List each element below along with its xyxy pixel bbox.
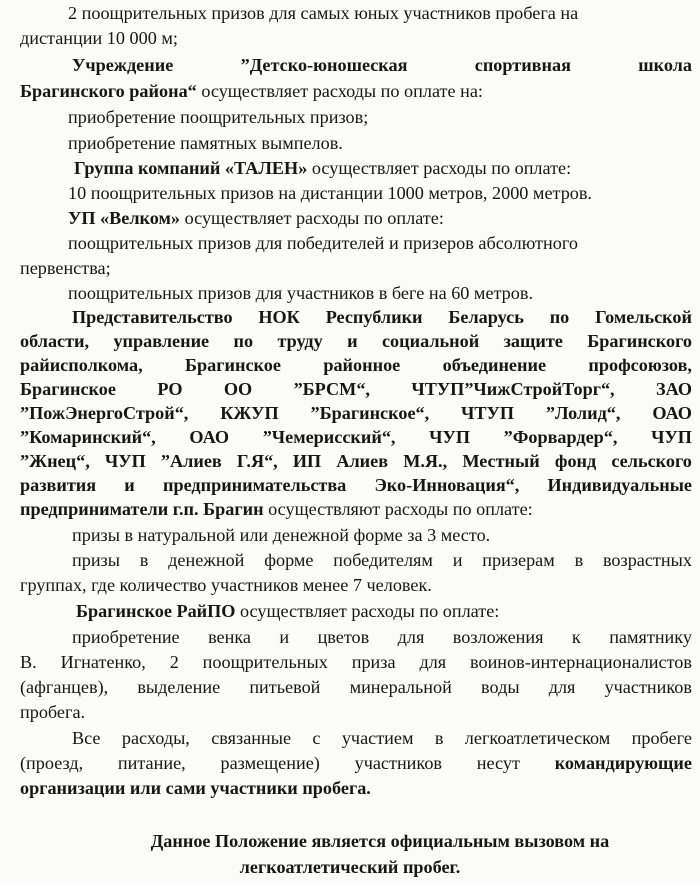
word: в [434, 728, 444, 748]
word: Брагинского [587, 331, 692, 351]
text-line-justified [20, 330, 692, 352]
text-line-justified [20, 450, 692, 472]
org-name: Группа компаний «ТАЛЕН» [74, 158, 308, 178]
text-line-justified [20, 378, 692, 400]
word: приобретение [72, 627, 180, 647]
text-line: организации или сами участники пробега. [20, 778, 371, 798]
text-line: 2 поощрительных призов для самых юных участников пробега на [68, 3, 579, 23]
text-line-justified [72, 626, 692, 648]
word: питьевой [249, 677, 321, 697]
list-item: призы в натуральной или денежной форме за 3 место. [72, 525, 491, 545]
word: поощрительных призов для победителей и призеров абсолютного [68, 233, 578, 253]
word: командирующие [554, 753, 692, 773]
text-line-justified [72, 54, 692, 76]
text-line-justified [20, 474, 692, 496]
word: выделение [137, 677, 221, 697]
org-name: Брагинское РайПО [76, 601, 236, 621]
word: денежной [168, 550, 245, 570]
word: призы [72, 550, 120, 570]
word: ЧТУП”ЧижСтройТорг“, [411, 379, 615, 399]
word: и [279, 627, 290, 647]
word: и [452, 550, 463, 570]
word: памятнику [609, 627, 692, 647]
word: минеральной [349, 677, 452, 697]
word: 2 [169, 652, 179, 672]
word: несут [476, 753, 520, 773]
word: ”БРСМ“, [293, 379, 370, 399]
word: ”Комаринский“, [20, 427, 156, 447]
word: ”Жнец“, [20, 451, 90, 471]
word: Игнатенко, [60, 652, 146, 672]
word: к [571, 627, 581, 647]
word: воды [481, 677, 520, 697]
word: Брагинское [185, 355, 281, 375]
word: Алиев [336, 451, 389, 471]
word: спортивная [474, 55, 571, 75]
word: ЧУП [429, 427, 470, 447]
word: ”Лолид“, [545, 403, 621, 423]
word: ”Детско-юношеская [240, 55, 408, 75]
word: ОАО [189, 427, 230, 447]
word: ОАО [652, 403, 692, 423]
word: участием [341, 728, 414, 748]
word: М.Я., [403, 451, 448, 471]
list-item-justified [72, 549, 692, 571]
word: расходы, [121, 728, 190, 748]
word: ”ПожЭнергоСтрой“, [20, 403, 189, 423]
word: с [312, 728, 321, 748]
word: победителям [333, 550, 433, 570]
text-line: пробега. [20, 702, 86, 722]
word: по [233, 331, 254, 351]
word: фонд [554, 451, 597, 471]
word: участников [604, 677, 692, 697]
word: развития [20, 475, 97, 495]
word: ЧТУП [461, 403, 515, 423]
word: Учреждение [72, 55, 174, 75]
word: ”Форвардер“, [503, 427, 618, 447]
word: Эко-Инновация“, [374, 475, 520, 495]
word: по [549, 307, 570, 327]
word: области, [20, 331, 90, 351]
list-item: приобретение памятных вымпелов. [68, 133, 343, 153]
word: ”Брагинское“, [310, 403, 430, 423]
text: осуществляет расходы по оплате: [180, 208, 444, 228]
text-line-justified [20, 354, 692, 376]
word: райисполкома, [20, 355, 143, 375]
word: Индивидуальные [547, 475, 692, 495]
text-line-justified [72, 727, 692, 749]
word: (проезд, [20, 753, 84, 773]
word: Местный [462, 451, 540, 471]
word: Брагинское [20, 379, 116, 399]
text-line [20, 80, 483, 102]
word: Г.Я“, [236, 451, 278, 471]
text-line [20, 498, 533, 520]
word: Гомельской [595, 307, 692, 327]
text-line [76, 600, 499, 622]
word: связанные [211, 728, 292, 748]
word: Представительство [72, 307, 233, 327]
word: для [419, 652, 447, 672]
text-line-justified [20, 676, 692, 698]
word: форме [264, 550, 314, 570]
word: для [548, 677, 576, 697]
word: в [574, 550, 584, 570]
org-name: Брагинского района“ [20, 81, 197, 101]
text: осуществляет расходы по оплате на: [196, 81, 483, 101]
word: социальной [381, 331, 480, 351]
text-line: группах, где количество участников менее 7 человек. [20, 575, 432, 595]
text-line-justified [72, 306, 692, 328]
word: возрастных [602, 550, 692, 570]
word: в [139, 550, 149, 570]
word: ИП [292, 451, 322, 471]
word: защите [503, 331, 563, 351]
text-line-justified [20, 651, 692, 673]
word: ”Чемерисский“, [262, 427, 396, 447]
word: возложения [452, 627, 544, 647]
text-line-justified [20, 402, 692, 424]
word: ЗАО [656, 379, 692, 399]
closing-line: Данное Положение является официальным вызовом на [150, 831, 610, 851]
word: поощрительных [202, 652, 328, 672]
word: и [347, 331, 358, 351]
text: осуществляет расходы по оплате: [235, 601, 500, 621]
word: труду [277, 331, 323, 351]
word: размещение) [220, 753, 320, 773]
text-line [74, 157, 571, 179]
text-line: первенства; [20, 258, 111, 278]
word: (афганцев), [20, 677, 109, 697]
word: профсоюзов, [588, 355, 692, 375]
list-item: 10 поощрительных призов на дистанции 1000 метров, 2000 метров. [68, 183, 593, 203]
text-line [68, 207, 444, 229]
word: КЖУП [220, 403, 279, 423]
word: пробеге [631, 728, 692, 748]
word: цветов [317, 627, 370, 647]
word: ЧУП [651, 427, 692, 447]
word: питание, [117, 753, 186, 773]
word: призерам [482, 550, 555, 570]
word: Республики [325, 307, 423, 327]
word: для [397, 627, 425, 647]
word: управление [113, 331, 210, 351]
text-line-justified [20, 426, 692, 448]
text: осуществляют расходы по оплате: [263, 499, 533, 519]
word: легкоатлетическом [464, 728, 611, 748]
word: сельского [611, 451, 692, 471]
list-item-justified [68, 232, 692, 254]
closing-line: легкоатлетический пробег. [239, 857, 461, 877]
word: приза [351, 652, 396, 672]
text-line: дистанции 10 000 м; [20, 28, 178, 48]
word: ЧУП [104, 451, 146, 471]
word: Все [72, 728, 101, 748]
word: РО [157, 379, 183, 399]
word: Беларусь [448, 307, 524, 327]
word: районное [323, 355, 401, 375]
word: воинов-интернационалистов [470, 652, 692, 672]
org-name: УП «Велком» [68, 208, 181, 228]
list-item: приобретение поощрительных призов; [68, 107, 369, 127]
word: школа [638, 55, 692, 75]
word: объединение [442, 355, 547, 375]
text: осуществляет расходы по оплате: [307, 158, 572, 178]
word: ОО [223, 379, 253, 399]
word: В. [20, 652, 37, 672]
word: предпринимательства [162, 475, 347, 495]
word: венка [208, 627, 251, 647]
word: участников [354, 753, 443, 773]
list-item: поощрительных призов для участников в беге на 60 метров. [68, 283, 534, 303]
word: и [124, 475, 135, 495]
word: ”Алиев [160, 451, 222, 471]
word: НОК [258, 307, 300, 327]
text-line-justified [20, 752, 692, 774]
org-name: предприниматели г.п. Брагин [20, 499, 264, 519]
